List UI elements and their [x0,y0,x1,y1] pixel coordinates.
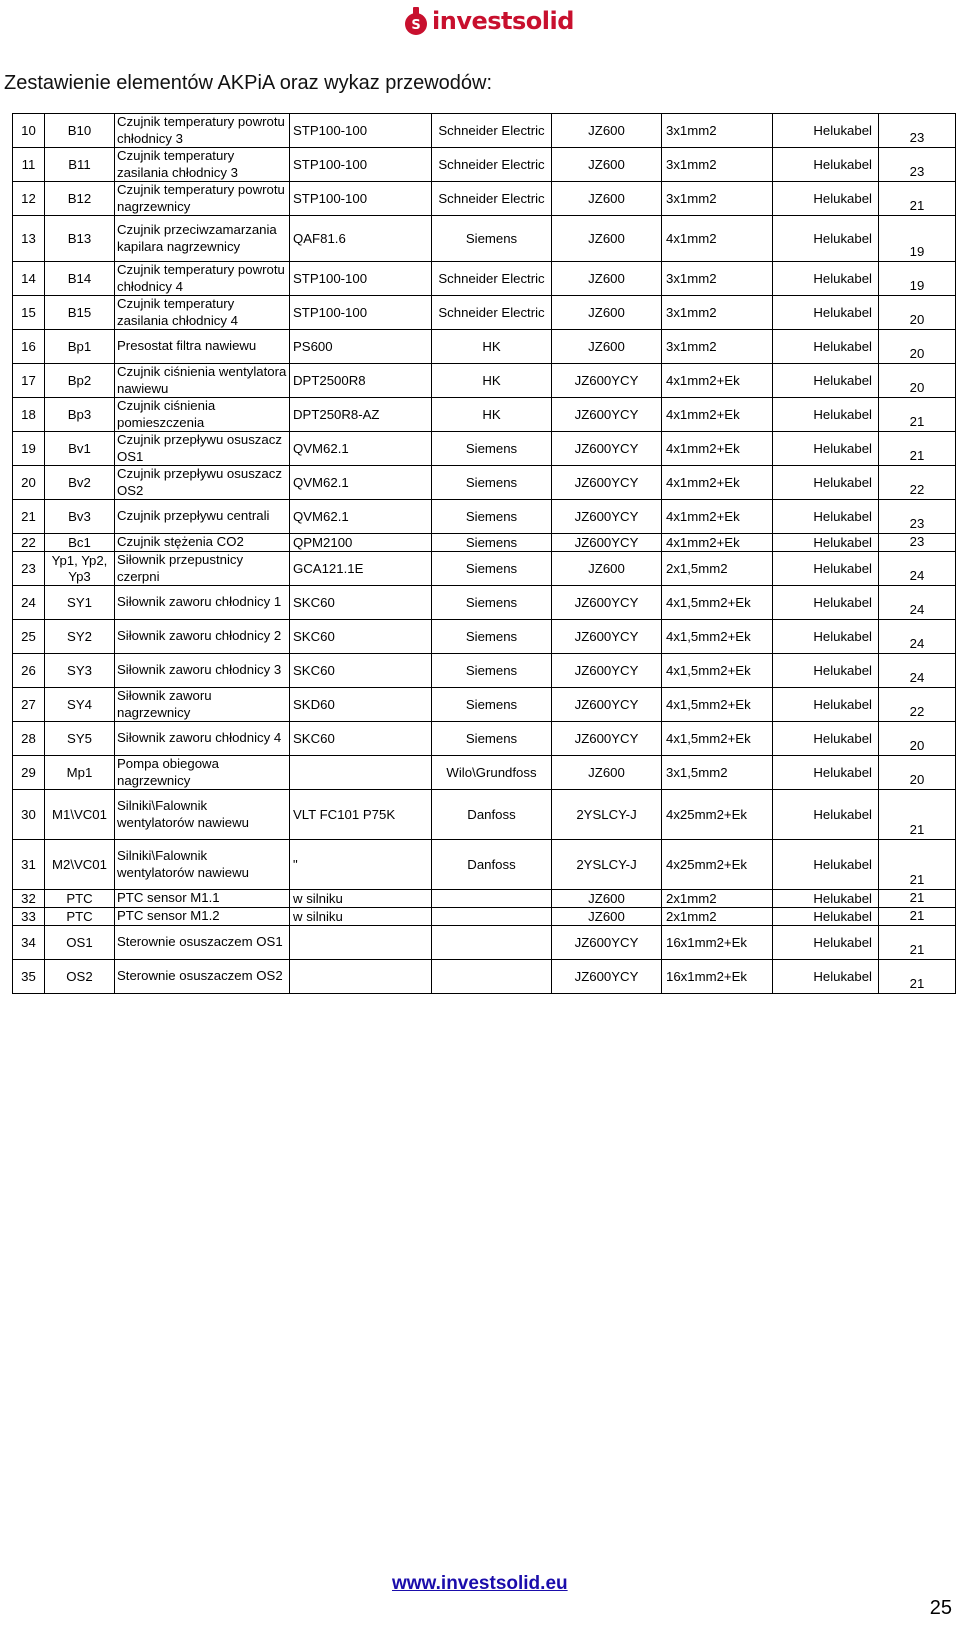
row-type [290,756,432,790]
row-cable-maker: Helukabel [773,432,879,466]
row-cable-maker: Helukabel [773,756,879,790]
row-description: Czujnik przepływu osuszacz OS2 [115,466,290,500]
row-description: Czujnik temperatury powrotu chłodnicy 4 [115,262,290,296]
row-type: w silniku [290,890,432,908]
row-cable: JZ600YCY [552,364,662,398]
row-cable-maker: Helukabel [773,926,879,960]
table-row [13,262,956,296]
row-cable: JZ600YCY [552,926,662,960]
row-type: SKC60 [290,586,432,620]
row-manufacturer [432,908,552,926]
table-body [13,114,956,994]
table-row [13,398,956,432]
row-description: PTC sensor M1.1 [115,890,290,908]
row-type: QVM62.1 [290,432,432,466]
row-length: 20 [879,296,956,330]
row-number: 25 [13,620,45,654]
row-description: Czujnik temperatury zasilania chłodnicy 3 [115,148,290,182]
row-symbol: Bp3 [45,398,115,432]
row-number: 21 [13,500,45,534]
page-title: Zestawienie elementów AKPiA oraz wykaz przewodów: [4,72,493,94]
row-cross-section: 3x1mm2 [662,296,773,330]
row-type: GCA121.1E [290,552,432,586]
row-cross-section: 3x1mm2 [662,262,773,296]
row-cable: 2YSLCY-J [552,840,662,890]
row-length: 21 [879,398,956,432]
row-description: Czujnik przeciwzamarzania kapilara nagrzewnicy [115,216,290,262]
row-manufacturer: Wilo\Grundfoss [432,756,552,790]
row-type: PS600 [290,330,432,364]
row-number: 29 [13,756,45,790]
row-description: Sterownie osuszaczem OS1 [115,926,290,960]
row-length: 20 [879,722,956,756]
row-cable: JZ600YCY [552,500,662,534]
row-type: " [290,840,432,890]
row-length: 24 [879,654,956,688]
table-row [13,296,956,330]
table-row [13,926,956,960]
row-number: 30 [13,790,45,840]
row-cable: JZ600 [552,148,662,182]
row-length: 20 [879,330,956,364]
row-description: Silniki\Falownik wentylatorów nawiewu [115,790,290,840]
row-cable: JZ600YCY [552,960,662,994]
row-length: 24 [879,552,956,586]
row-cable-maker: Helukabel [773,620,879,654]
row-length: 21 [879,790,956,840]
row-number: 19 [13,432,45,466]
row-length: 22 [879,688,956,722]
row-description: PTC sensor M1.2 [115,908,290,926]
row-cable-maker: Helukabel [773,586,879,620]
row-symbol: Bc1 [45,534,115,552]
row-number: 13 [13,216,45,262]
row-number: 14 [13,262,45,296]
row-symbol: SY3 [45,654,115,688]
row-type: QAF81.6 [290,216,432,262]
row-symbol: B14 [45,262,115,296]
row-description: Czujnik ciśnienia pomieszczenia [115,398,290,432]
row-cross-section: 3x1mm2 [662,330,773,364]
row-manufacturer: Siemens [432,620,552,654]
row-cross-section: 4x1mm2 [662,216,773,262]
row-manufacturer: HK [432,398,552,432]
row-manufacturer: Siemens [432,586,552,620]
row-length: 23 [879,114,956,148]
row-length: 19 [879,262,956,296]
row-manufacturer: Schneider Electric [432,296,552,330]
row-manufacturer: Schneider Electric [432,114,552,148]
row-number: 31 [13,840,45,890]
table-row [13,960,956,994]
table-row [13,500,956,534]
row-cable-maker: Helukabel [773,552,879,586]
row-number: 23 [13,552,45,586]
row-cable-maker: Helukabel [773,114,879,148]
row-cross-section: 4x25mm2+Ek [662,790,773,840]
row-number: 10 [13,114,45,148]
row-symbol: PTC [45,890,115,908]
row-length: 20 [879,364,956,398]
row-symbol: SY5 [45,722,115,756]
row-cross-section: 4x1,5mm2+Ek [662,722,773,756]
row-symbol: OS2 [45,960,115,994]
row-symbol: Yp1, Yp2, Yp3 [45,552,115,586]
row-length: 21 [879,908,956,926]
row-type: QPM2100 [290,534,432,552]
brand-logo [404,4,574,38]
table-row [13,840,956,890]
row-symbol: SY4 [45,688,115,722]
row-symbol: Bp1 [45,330,115,364]
row-cross-section: 4x1,5mm2+Ek [662,586,773,620]
row-description: Silniki\Falownik wentylatorów nawiewu [115,840,290,890]
row-symbol: Bv2 [45,466,115,500]
row-cable-maker: Helukabel [773,364,879,398]
row-length: 23 [879,500,956,534]
row-description: Sterownie osuszaczem OS2 [115,960,290,994]
row-cross-section: 16x1mm2+Ek [662,960,773,994]
row-cable-maker: Helukabel [773,654,879,688]
table-row [13,756,956,790]
row-type [290,960,432,994]
table-row [13,722,956,756]
svg-text:S: S [411,18,421,33]
row-cable-maker: Helukabel [773,182,879,216]
row-cross-section: 3x1mm2 [662,114,773,148]
row-type: STP100-100 [290,262,432,296]
row-cable: JZ600YCY [552,654,662,688]
row-number: 32 [13,890,45,908]
row-length: 19 [879,216,956,262]
row-cross-section: 2x1,5mm2 [662,552,773,586]
row-length: 21 [879,432,956,466]
row-cable-maker: Helukabel [773,908,879,926]
table-row [13,790,956,840]
row-manufacturer: Schneider Electric [432,262,552,296]
row-symbol: Bp2 [45,364,115,398]
row-description: Siłownik zaworu chłodnicy 3 [115,654,290,688]
row-cable: JZ600YCY [552,620,662,654]
investsolid-logo-icon [404,6,428,36]
table-row [13,654,956,688]
row-symbol: M1\VC01 [45,790,115,840]
row-cross-section: 4x25mm2+Ek [662,840,773,890]
row-number: 17 [13,364,45,398]
row-cable-maker: Helukabel [773,534,879,552]
row-number: 11 [13,148,45,182]
table-row [13,908,956,926]
row-type: STP100-100 [290,296,432,330]
row-length: 20 [879,756,956,790]
row-description: Siłownik zaworu nagrzewnicy [115,688,290,722]
row-length: 24 [879,586,956,620]
components-table [12,113,956,994]
row-symbol: Bv1 [45,432,115,466]
row-type: STP100-100 [290,148,432,182]
row-manufacturer: Schneider Electric [432,148,552,182]
row-cross-section: 4x1,5mm2+Ek [662,654,773,688]
row-length: 23 [879,534,956,552]
table-row [13,466,956,500]
row-number: 27 [13,688,45,722]
row-manufacturer: Siemens [432,216,552,262]
row-type [290,926,432,960]
row-cable: JZ600 [552,908,662,926]
row-cable-maker: Helukabel [773,148,879,182]
row-cable: 2YSLCY-J [552,790,662,840]
row-type: QVM62.1 [290,466,432,500]
row-cable-maker: Helukabel [773,296,879,330]
row-cable: JZ600YCY [552,586,662,620]
row-manufacturer: Siemens [432,654,552,688]
table-row [13,534,956,552]
row-type: SKC60 [290,654,432,688]
row-symbol: OS1 [45,926,115,960]
row-cross-section: 4x1,5mm2+Ek [662,620,773,654]
row-symbol: Bv3 [45,500,115,534]
page-number: 25 [929,1597,952,1619]
row-manufacturer: Schneider Electric [432,182,552,216]
row-manufacturer: Danfoss [432,790,552,840]
row-cross-section: 16x1mm2+Ek [662,926,773,960]
row-type: SKC60 [290,620,432,654]
table-row [13,620,956,654]
row-description: Czujnik temperatury powrotu chłodnicy 3 [115,114,290,148]
row-description: Pompa obiegowa nagrzewnicy [115,756,290,790]
row-cable-maker: Helukabel [773,216,879,262]
table-row [13,216,956,262]
row-number: 15 [13,296,45,330]
row-cable: JZ600 [552,756,662,790]
table-row [13,364,956,398]
row-cable-maker: Helukabel [773,398,879,432]
row-cross-section: 3x1,5mm2 [662,756,773,790]
row-manufacturer: HK [432,364,552,398]
row-symbol: B11 [45,148,115,182]
table-row [13,432,956,466]
row-length: 21 [879,840,956,890]
row-type: VLT FC101 P75K [290,790,432,840]
row-description: Siłownik zaworu chłodnicy 1 [115,586,290,620]
row-symbol: B10 [45,114,115,148]
row-length: 22 [879,466,956,500]
row-cross-section: 4x1mm2+Ek [662,432,773,466]
row-number: 18 [13,398,45,432]
row-manufacturer: Siemens [432,500,552,534]
row-type: DPT2500R8 [290,364,432,398]
row-description: Czujnik przepływu osuszacz OS1 [115,432,290,466]
row-cross-section: 4x1mm2+Ek [662,364,773,398]
row-type: DPT250R8-AZ [290,398,432,432]
row-description: Czujnik ciśnienia wentylatora nawiewu [115,364,290,398]
row-cable: JZ600YCY [552,432,662,466]
row-symbol: SY1 [45,586,115,620]
row-description: Presostat filtra nawiewu [115,330,290,364]
row-cross-section: 2x1mm2 [662,908,773,926]
row-type: QVM62.1 [290,500,432,534]
row-cable: JZ600YCY [552,466,662,500]
row-manufacturer [432,890,552,908]
row-cable-maker: Helukabel [773,330,879,364]
row-description: Siłownik zaworu chłodnicy 2 [115,620,290,654]
row-cable: JZ600 [552,182,662,216]
row-description: Siłownik zaworu chłodnicy 4 [115,722,290,756]
row-cable-maker: Helukabel [773,890,879,908]
row-symbol: SY2 [45,620,115,654]
row-number: 20 [13,466,45,500]
row-manufacturer: Siemens [432,534,552,552]
row-symbol: PTC [45,908,115,926]
row-manufacturer: Siemens [432,722,552,756]
logo-text: investsolid [432,7,574,35]
row-type: STP100-100 [290,182,432,216]
row-cable-maker: Helukabel [773,790,879,840]
row-cable: JZ600YCY [552,534,662,552]
row-cable: JZ600 [552,330,662,364]
row-cable-maker: Helukabel [773,960,879,994]
row-cable-maker: Helukabel [773,466,879,500]
row-description: Czujnik przepływu centrali [115,500,290,534]
row-number: 22 [13,534,45,552]
row-manufacturer: Siemens [432,688,552,722]
row-symbol: M2\VC01 [45,840,115,890]
row-cross-section: 4x1,5mm2+Ek [662,688,773,722]
row-description: Czujnik stężenia CO2 [115,534,290,552]
row-number: 24 [13,586,45,620]
row-cross-section: 2x1mm2 [662,890,773,908]
row-cable-maker: Helukabel [773,688,879,722]
row-cable: JZ600 [552,216,662,262]
row-cable: JZ600YCY [552,722,662,756]
row-cable-maker: Helukabel [773,262,879,296]
footer-website-link[interactable]: www.investsolid.eu [392,1573,568,1594]
row-manufacturer: Siemens [432,432,552,466]
row-type: SKC60 [290,722,432,756]
row-cross-section: 4x1mm2+Ek [662,398,773,432]
row-manufacturer: Danfoss [432,840,552,890]
row-cable: JZ600 [552,296,662,330]
row-type: w silniku [290,908,432,926]
row-number: 34 [13,926,45,960]
row-manufacturer: Siemens [432,552,552,586]
row-cable: JZ600 [552,552,662,586]
row-cross-section: 3x1mm2 [662,182,773,216]
row-symbol: Mp1 [45,756,115,790]
row-number: 12 [13,182,45,216]
row-length: 24 [879,620,956,654]
row-length: 21 [879,890,956,908]
table-row [13,148,956,182]
row-manufacturer: HK [432,330,552,364]
row-cable: JZ600YCY [552,688,662,722]
row-symbol: B12 [45,182,115,216]
row-length: 23 [879,148,956,182]
table-row [13,114,956,148]
row-description: Siłownik przepustnicy czerpni [115,552,290,586]
row-number: 28 [13,722,45,756]
row-cable-maker: Helukabel [773,722,879,756]
table-row [13,890,956,908]
table-row [13,552,956,586]
table-row [13,182,956,216]
row-cable-maker: Helukabel [773,500,879,534]
row-manufacturer [432,960,552,994]
row-number: 35 [13,960,45,994]
row-cross-section: 4x1mm2+Ek [662,500,773,534]
row-type: SKD60 [290,688,432,722]
row-type: STP100-100 [290,114,432,148]
row-cross-section: 4x1mm2+Ek [662,534,773,552]
row-number: 26 [13,654,45,688]
row-cable: JZ600 [552,890,662,908]
row-cable: JZ600YCY [552,398,662,432]
row-symbol: B13 [45,216,115,262]
row-cross-section: 4x1mm2+Ek [662,466,773,500]
row-length: 21 [879,926,956,960]
row-symbol: B15 [45,296,115,330]
row-number: 33 [13,908,45,926]
table-row [13,586,956,620]
row-length: 21 [879,960,956,994]
row-cable: JZ600 [552,262,662,296]
row-cable: JZ600 [552,114,662,148]
row-manufacturer: Siemens [432,466,552,500]
table-row [13,330,956,364]
row-cable-maker: Helukabel [773,840,879,890]
row-description: Czujnik temperatury zasilania chłodnicy 4 [115,296,290,330]
row-length: 21 [879,182,956,216]
row-description: Czujnik temperatury powrotu nagrzewnicy [115,182,290,216]
row-manufacturer [432,926,552,960]
row-cross-section: 3x1mm2 [662,148,773,182]
table-row [13,688,956,722]
row-number: 16 [13,330,45,364]
